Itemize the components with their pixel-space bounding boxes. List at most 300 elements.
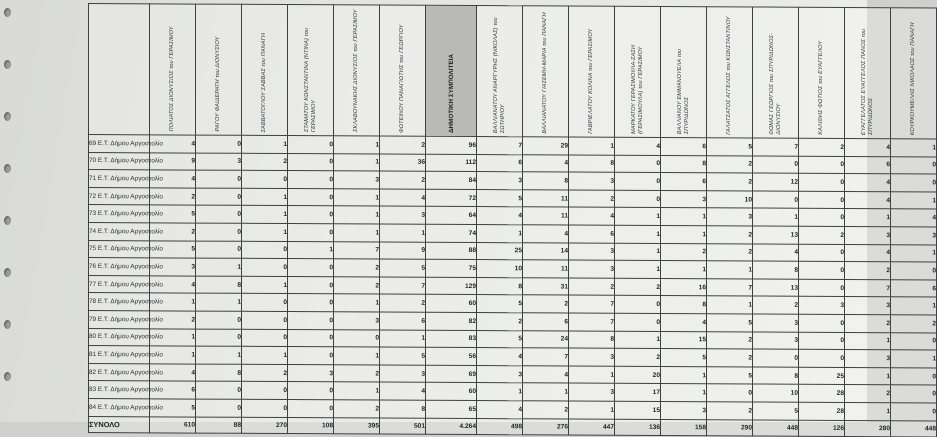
total-count-cell: 448 bbox=[891, 420, 937, 436]
vote-count-cell: 3 bbox=[477, 365, 523, 383]
vote-count-cell: 0 bbox=[288, 259, 334, 277]
column-header-label: ΣΤΑΜΑΤΟΥ ΚΩΝΣΤΑΝΤΙΝΑ (ΝΤΙΝΑ) του ΓΕΡΑΣΙΜΟΥ bbox=[303, 27, 317, 133]
column-header-label: ΕΥΑΓΓΕΛΑΤΟΣ ΕΥΑΓΓΕΛΟΣ ΠΑΝΟΣ του ΣΠΥΡΙΔΩΝΟΣ bbox=[860, 28, 874, 136]
vote-count-cell: 4 bbox=[845, 174, 891, 192]
total-count-cell: 280 bbox=[845, 420, 891, 436]
vote-count-cell: 1 bbox=[891, 191, 937, 209]
vote-count-cell: 2 bbox=[150, 223, 196, 241]
vote-count-cell: 2 bbox=[707, 243, 753, 261]
column-header-label: ΔΗΜΟΤΙΚΗ ΣΥΜΠΟΛΙΤΕΙΑ bbox=[447, 53, 455, 133]
vote-count-cell: 0 bbox=[891, 262, 937, 280]
vote-count-cell: 1 bbox=[615, 243, 661, 261]
binder-hole bbox=[4, 8, 11, 17]
binder-holes bbox=[2, 0, 14, 422]
vote-count-cell: 4 bbox=[380, 382, 426, 400]
vote-count-cell: 8 bbox=[661, 155, 707, 173]
vote-count-cell: 1 bbox=[242, 276, 288, 294]
vote-count-cell: 0 bbox=[242, 382, 288, 400]
vote-count-cell: 1 bbox=[753, 208, 799, 226]
vote-count-cell: 0 bbox=[242, 258, 288, 276]
vote-count-cell: 5 bbox=[477, 330, 523, 348]
header-candidate-cell bbox=[707, 7, 753, 138]
vote-count-cell: 0 bbox=[196, 399, 242, 417]
vote-count-cell: 3 bbox=[845, 226, 891, 244]
vote-count-cell: 0 bbox=[242, 170, 288, 188]
vote-count-cell: 7 bbox=[845, 279, 891, 297]
polling-station-name: 75 Ε.Τ. Δήμου Αργοστολίο bbox=[89, 240, 150, 258]
header-candidate-cell bbox=[891, 8, 937, 139]
vote-count-cell: 3 bbox=[196, 153, 242, 171]
vote-count-cell: 1 bbox=[615, 225, 661, 243]
vote-count-cell: 0 bbox=[891, 385, 937, 403]
vote-count-cell: 0 bbox=[196, 241, 242, 259]
vote-count-cell: 2 bbox=[334, 277, 380, 295]
vote-count-cell: 1 bbox=[661, 225, 707, 243]
vote-count-cell: 4 bbox=[615, 137, 661, 155]
vote-count-cell: 2 bbox=[707, 155, 753, 173]
vote-count-cell: 1 bbox=[707, 261, 753, 279]
vote-count-cell: 56 bbox=[426, 347, 477, 365]
vote-count-cell: 0 bbox=[891, 403, 937, 421]
binder-hole bbox=[4, 320, 11, 329]
polling-station-name: 73 Ε.Τ. Δήμου Αργοστολίο bbox=[89, 205, 150, 223]
column-header-label: ΚΟΥΡΚΟΥΜΕΛΗΣ ΝΙΚΟΛΑΟΣ του ΠΑΝΑΓΗ bbox=[910, 22, 916, 136]
vote-count-cell: 1 bbox=[477, 225, 523, 243]
column-header-label: ΣΚΛΑΒΟΥΝΑΚΗΣ ΔΙΟΝΥΣΙΟΣ του ΓΕΡΑΣΙΜΟΥ bbox=[353, 9, 359, 133]
header-corner-cell bbox=[89, 4, 150, 135]
vote-count-cell: 8 bbox=[753, 261, 799, 279]
polling-station-name: 72 Ε.Τ. Δήμου Αργοστολίο bbox=[89, 187, 150, 205]
vote-count-cell: 0 bbox=[799, 279, 845, 297]
vote-count-cell: 74 bbox=[426, 224, 477, 242]
total-count-cell: 88 bbox=[196, 417, 242, 433]
vote-count-cell: 2 bbox=[477, 312, 523, 330]
vote-count-cell: 3 bbox=[661, 190, 707, 208]
vote-count-cell: 24 bbox=[523, 330, 569, 348]
vote-count-cell: 4 bbox=[150, 170, 196, 188]
vote-count-cell: 2 bbox=[380, 136, 426, 154]
vote-count-cell: 2 bbox=[799, 226, 845, 244]
polling-station-name: 78 Ε.Τ. Δήμου Αργοστολίο bbox=[89, 293, 150, 311]
vote-count-cell: 96 bbox=[426, 136, 477, 154]
vote-count-cell: 0 bbox=[288, 171, 334, 189]
vote-count-cell: 6 bbox=[891, 279, 937, 297]
vote-count-cell: 3 bbox=[477, 172, 523, 190]
vote-count-cell: 0 bbox=[288, 136, 334, 154]
vote-count-cell: 2 bbox=[845, 262, 891, 280]
vote-count-cell: 88 bbox=[426, 242, 477, 260]
header-candidate-cell bbox=[288, 5, 334, 136]
vote-count-cell: 0 bbox=[753, 349, 799, 367]
vote-count-cell: 3 bbox=[569, 243, 615, 261]
vote-count-cell: 0 bbox=[799, 156, 845, 174]
vote-count-cell: 1 bbox=[242, 346, 288, 364]
table-body bbox=[89, 135, 937, 437]
vote-count-cell: 0 bbox=[891, 174, 937, 192]
vote-count-cell: 60 bbox=[426, 383, 477, 401]
vote-count-cell: 1 bbox=[334, 206, 380, 224]
total-count-cell: 270 bbox=[242, 417, 288, 433]
vote-count-cell: 2 bbox=[799, 138, 845, 156]
vote-count-cell: 0 bbox=[196, 311, 242, 329]
vote-count-cell: 13 bbox=[753, 279, 799, 297]
vote-count-cell: 1 bbox=[380, 330, 426, 348]
vote-count-cell: 2 bbox=[707, 402, 753, 420]
total-count-cell: 448 bbox=[753, 419, 799, 435]
total-count-cell: 276 bbox=[523, 418, 569, 434]
vote-count-cell: 2 bbox=[707, 331, 753, 349]
vote-count-cell: 0 bbox=[799, 191, 845, 209]
vote-count-cell: 0 bbox=[753, 191, 799, 209]
vote-tally-table bbox=[88, 3, 937, 437]
vote-count-cell: 4 bbox=[477, 207, 523, 225]
binder-hole bbox=[4, 112, 11, 121]
binder-hole bbox=[4, 372, 11, 381]
vote-count-cell: 5 bbox=[477, 189, 523, 207]
vote-count-cell: 2 bbox=[753, 296, 799, 314]
vote-count-cell: 17 bbox=[615, 384, 661, 402]
vote-count-cell: 0 bbox=[196, 170, 242, 188]
vote-count-cell: 0 bbox=[288, 347, 334, 365]
vote-count-cell: 9 bbox=[150, 152, 196, 170]
vote-count-cell: 3 bbox=[569, 348, 615, 366]
binder-hole bbox=[4, 60, 11, 69]
vote-count-cell: 0 bbox=[242, 294, 288, 312]
vote-count-cell: 1 bbox=[196, 258, 242, 276]
vote-count-cell: 8 bbox=[569, 331, 615, 349]
vote-count-cell: 1 bbox=[334, 347, 380, 365]
vote-count-cell: 1 bbox=[242, 223, 288, 241]
vote-count-cell: 129 bbox=[426, 277, 477, 295]
column-header-label: ΡΑΓΟΥ ΦΑΙΔΕΡΑΤΗ του ΔΙΟΝΥΣΙΟΥ bbox=[215, 36, 221, 132]
vote-count-cell: 4 bbox=[150, 276, 196, 294]
total-count-cell: 4.264 bbox=[426, 418, 477, 434]
header-row bbox=[89, 4, 937, 139]
vote-count-cell: 0 bbox=[196, 223, 242, 241]
vote-count-cell: 2 bbox=[845, 314, 891, 332]
vote-count-cell: 0 bbox=[799, 261, 845, 279]
vote-count-cell: 5 bbox=[707, 366, 753, 384]
binder-hole bbox=[4, 268, 11, 277]
vote-count-cell: 1 bbox=[150, 293, 196, 311]
header-candidate-cell bbox=[615, 6, 661, 137]
vote-count-cell: 82 bbox=[426, 312, 477, 330]
vote-count-cell: 28 bbox=[799, 402, 845, 420]
vote-count-cell: 5 bbox=[477, 295, 523, 313]
vote-count-cell: 8 bbox=[753, 367, 799, 385]
vote-count-cell: 3 bbox=[891, 227, 937, 245]
vote-count-cell: 2 bbox=[661, 243, 707, 261]
vote-count-cell: 0 bbox=[288, 153, 334, 171]
vote-count-cell: 0 bbox=[891, 367, 937, 385]
vote-count-cell: 0 bbox=[242, 241, 288, 259]
vote-count-cell: 2 bbox=[523, 295, 569, 313]
vote-count-cell: 65 bbox=[426, 400, 477, 418]
vote-count-cell: 15 bbox=[615, 401, 661, 419]
vote-count-cell: 0 bbox=[615, 155, 661, 173]
vote-count-cell: 0 bbox=[196, 205, 242, 223]
polling-station-name: 82 Ε.Τ. Δήμου Αργοστολίο bbox=[89, 363, 150, 381]
vote-count-cell: 25 bbox=[477, 242, 523, 260]
vote-count-cell: 1 bbox=[845, 332, 891, 350]
vote-count-cell: 2 bbox=[334, 400, 380, 418]
vote-count-cell: 4 bbox=[891, 209, 937, 227]
vote-count-cell: 6 bbox=[150, 381, 196, 399]
vote-count-cell: 7 bbox=[523, 348, 569, 366]
vote-count-cell: 0 bbox=[891, 156, 937, 174]
binder-hole bbox=[4, 164, 11, 173]
vote-count-cell: 1 bbox=[288, 241, 334, 259]
vote-count-cell: 1 bbox=[615, 208, 661, 226]
vote-count-cell: 2 bbox=[569, 190, 615, 208]
total-count-cell: 501 bbox=[380, 418, 426, 434]
vote-count-cell: 14 bbox=[523, 242, 569, 260]
vote-count-cell: 3 bbox=[380, 365, 426, 383]
vote-count-cell: 4 bbox=[380, 189, 426, 207]
vote-count-cell: 0 bbox=[288, 311, 334, 329]
polling-station-name: 71 Ε.Τ. Δήμου Αργοστολίο bbox=[89, 170, 150, 188]
vote-count-cell: 20 bbox=[615, 366, 661, 384]
vote-count-cell: 0 bbox=[707, 384, 753, 402]
vote-count-cell: 3 bbox=[569, 172, 615, 190]
total-count-cell: 498 bbox=[477, 418, 523, 434]
vote-count-cell: 0 bbox=[753, 156, 799, 174]
vote-count-cell: 84 bbox=[426, 171, 477, 189]
column-header-label: ΓΑΒΡΙΕΛΑΤΟΥ ΚΟΛΙΝΑ του ΓΕΡΑΣΙΜΟΥ bbox=[588, 28, 594, 134]
vote-count-cell: 0 bbox=[799, 349, 845, 367]
vote-count-cell: 1 bbox=[891, 350, 937, 368]
vote-count-cell: 5 bbox=[150, 240, 196, 258]
vote-count-cell: 1 bbox=[477, 383, 523, 401]
vote-count-cell: 0 bbox=[196, 381, 242, 399]
column-header-label: ΒΑΛΛΙΑΝΑΤΟΥ ΓΙΑΣΕΜΗ-ΜΑΡΙΑ του ΠΑΝΑΓΗ bbox=[542, 12, 548, 134]
vote-count-cell: 2 bbox=[380, 294, 426, 312]
vote-count-cell: 0 bbox=[799, 244, 845, 262]
vote-count-cell: 3 bbox=[569, 383, 615, 401]
vote-count-cell: 6 bbox=[477, 154, 523, 172]
vote-count-cell: 7 bbox=[707, 278, 753, 296]
vote-count-cell: 0 bbox=[196, 135, 242, 153]
vote-count-cell: 1 bbox=[196, 346, 242, 364]
vote-count-cell: 0 bbox=[615, 190, 661, 208]
vote-count-cell: 1 bbox=[661, 208, 707, 226]
vote-count-cell: 2 bbox=[569, 278, 615, 296]
vote-count-cell: 75 bbox=[426, 259, 477, 277]
vote-count-cell: 0 bbox=[242, 311, 288, 329]
polling-station-name: 69 Ε.Τ. Δήμου Αργοστολίο bbox=[89, 135, 150, 153]
column-header-label: ΒΑΛΛΙΑΝΑΤΟΥ ΑΝΑΡΓΥΡΗΣ (ΝΙΚΟΛΑΣ) του ΣΩΤΗΡΙΟΥ bbox=[492, 17, 506, 134]
vote-count-cell: 1 bbox=[845, 367, 891, 385]
vote-count-cell: 4 bbox=[523, 365, 569, 383]
vote-count-cell: 0 bbox=[196, 188, 242, 206]
vote-count-cell: 1 bbox=[334, 189, 380, 207]
header-candidate-cell bbox=[150, 4, 196, 135]
vote-count-cell: 7 bbox=[477, 137, 523, 155]
column-header-label: ΜΑΡΚΑΤΟΥ ΓΕΡΑΣΙΜΟΥΛΑ-ΣΑΣΗ (ΓΕΡΑΣΙΜΟΥΛΑ) του ΓΕΡΑΣΙΜΟΥ bbox=[630, 44, 644, 134]
header-candidate-cell bbox=[334, 5, 380, 136]
vote-count-cell: 29 bbox=[523, 137, 569, 155]
vote-count-cell: 10 bbox=[477, 260, 523, 278]
vote-count-cell: 1 bbox=[334, 382, 380, 400]
vote-count-cell: 1 bbox=[196, 293, 242, 311]
vote-count-cell: 1 bbox=[845, 402, 891, 420]
total-label: ΣΥΝΟΛΟ bbox=[89, 416, 150, 432]
vote-count-cell: 7 bbox=[753, 138, 799, 156]
vote-count-cell: 2 bbox=[334, 365, 380, 383]
vote-count-cell: 2 bbox=[707, 173, 753, 191]
vote-count-cell: 1 bbox=[334, 153, 380, 171]
vote-count-cell: 1 bbox=[569, 137, 615, 155]
column-header-label: ΒΑΛΛΙΑΝΟΥ ΕΜΜΑΝΟΥΕΛΑ του ΣΠΥΡΙΔΩΝΟΣ bbox=[676, 48, 690, 135]
vote-count-cell: 11 bbox=[523, 207, 569, 225]
vote-count-cell: 0 bbox=[242, 399, 288, 417]
total-count-cell: 108 bbox=[288, 417, 334, 433]
vote-count-cell: 31 bbox=[523, 278, 569, 296]
vote-count-cell: 4 bbox=[150, 135, 196, 153]
vote-count-cell: 12 bbox=[753, 173, 799, 191]
polling-station-name: 74 Ε.Τ. Δήμου Αργοστολίο bbox=[89, 222, 150, 240]
vote-count-cell: 1 bbox=[615, 331, 661, 349]
vote-count-cell: 5 bbox=[753, 402, 799, 420]
vote-count-cell: 0 bbox=[288, 399, 334, 417]
header-candidate-cell bbox=[380, 5, 426, 136]
vote-count-cell: 3 bbox=[661, 401, 707, 419]
vote-count-cell: 2 bbox=[707, 349, 753, 367]
vote-count-cell: 3 bbox=[288, 364, 334, 382]
total-count-cell: 158 bbox=[661, 419, 707, 435]
vote-count-cell: 0 bbox=[288, 224, 334, 242]
column-header-label: ΦΩΤΕΙΝΟΥ ΠΑΝΑΓΙΩΤΗΣ του ΓΕΩΡΓΙΟΥ bbox=[399, 24, 405, 133]
vote-count-cell: 0 bbox=[288, 329, 334, 347]
vote-count-cell: 1 bbox=[569, 366, 615, 384]
vote-count-cell: 1 bbox=[891, 297, 937, 315]
vote-count-cell: 2 bbox=[380, 171, 426, 189]
vote-count-cell: 6 bbox=[523, 313, 569, 331]
vote-count-cell: 6 bbox=[661, 173, 707, 191]
vote-count-cell: 2 bbox=[150, 188, 196, 206]
vote-count-cell: 2 bbox=[615, 278, 661, 296]
vote-count-cell: 2 bbox=[845, 385, 891, 403]
vote-count-cell: 0 bbox=[891, 332, 937, 350]
vote-count-cell: 2 bbox=[242, 364, 288, 382]
vote-count-cell: 7 bbox=[380, 277, 426, 295]
polling-station-name: 83 Ε.Τ. Δήμου Αργοστολίο bbox=[89, 381, 150, 399]
vote-count-cell: 0 bbox=[242, 329, 288, 347]
vote-count-cell: 5 bbox=[707, 314, 753, 332]
vote-count-cell: 0 bbox=[799, 332, 845, 350]
vote-count-cell: 7 bbox=[569, 313, 615, 331]
vote-count-cell: 1 bbox=[242, 135, 288, 153]
vote-count-cell: 1 bbox=[334, 136, 380, 154]
vote-count-cell: 7 bbox=[334, 241, 380, 259]
vote-count-cell: 5 bbox=[150, 205, 196, 223]
vote-count-cell: 4 bbox=[477, 400, 523, 418]
vote-count-cell: 4 bbox=[845, 191, 891, 209]
vote-count-cell: 64 bbox=[426, 207, 477, 225]
vote-count-cell: 6 bbox=[380, 312, 426, 330]
column-header-label: ΣΑΒΒΑΤΟΓΛΟΥ ΣΑΒΒΑΣ του ΠΑΝΑΓΗ bbox=[261, 32, 267, 132]
vote-count-cell: 1 bbox=[615, 260, 661, 278]
vote-count-cell: 2 bbox=[150, 311, 196, 329]
vote-count-cell: 0 bbox=[288, 188, 334, 206]
vote-count-cell: 4 bbox=[753, 244, 799, 262]
vote-count-cell: 1 bbox=[150, 328, 196, 346]
total-count-cell: 447 bbox=[569, 419, 615, 435]
vote-count-cell: 3 bbox=[845, 350, 891, 368]
header-candidate-cell bbox=[661, 6, 707, 137]
polling-station-name: 70 Ε.Τ. Δήμου Αργοστολίο bbox=[89, 152, 150, 170]
vote-count-cell: 2 bbox=[615, 348, 661, 366]
header-party-cell bbox=[426, 5, 477, 136]
vote-count-cell: 1 bbox=[845, 209, 891, 227]
vote-count-cell: 3 bbox=[799, 297, 845, 315]
vote-count-cell: 5 bbox=[150, 399, 196, 417]
vote-count-cell: 4 bbox=[150, 364, 196, 382]
total-count-cell: 395 bbox=[334, 417, 380, 433]
vote-count-cell: 60 bbox=[426, 295, 477, 313]
vote-count-cell: 0 bbox=[615, 172, 661, 190]
polling-station-name: 81 Ε.Τ. Δήμου Αργοστολίο bbox=[89, 346, 150, 364]
vote-count-cell: 8 bbox=[196, 276, 242, 294]
vote-count-cell: 2 bbox=[523, 401, 569, 419]
vote-count-cell: 1 bbox=[334, 224, 380, 242]
vote-count-cell: 0 bbox=[334, 329, 380, 347]
vote-count-cell: 4 bbox=[661, 313, 707, 331]
vote-count-cell: 28 bbox=[799, 385, 845, 403]
vote-count-cell: 0 bbox=[615, 296, 661, 314]
vote-count-cell: 3 bbox=[150, 258, 196, 276]
polling-station-name: 79 Ε.Τ. Δήμου Αργοστολίο bbox=[89, 310, 150, 328]
vote-count-cell: 5 bbox=[380, 259, 426, 277]
vote-count-cell: 1 bbox=[334, 294, 380, 312]
vote-count-cell: 4 bbox=[845, 138, 891, 156]
vote-count-cell: 3 bbox=[753, 332, 799, 350]
vote-count-cell: 8 bbox=[477, 277, 523, 295]
vote-count-cell: 1 bbox=[661, 384, 707, 402]
vote-count-cell: 6 bbox=[661, 137, 707, 155]
vote-count-cell: 4 bbox=[845, 244, 891, 262]
vote-count-cell: 11 bbox=[523, 260, 569, 278]
vote-count-cell: 2 bbox=[707, 226, 753, 244]
vote-count-cell: 36 bbox=[380, 154, 426, 172]
header-candidate-cell bbox=[845, 7, 891, 138]
vote-count-cell: 1 bbox=[661, 261, 707, 279]
header-candidate-cell bbox=[523, 6, 569, 137]
vote-count-cell: 8 bbox=[380, 400, 426, 418]
vote-count-cell: 0 bbox=[615, 313, 661, 331]
polling-station-name: 77 Ε.Τ. Δήμου Αργοστολίο bbox=[89, 275, 150, 293]
vote-count-cell: 83 bbox=[426, 330, 477, 348]
vote-count-cell: 69 bbox=[426, 365, 477, 383]
total-count-cell: 126 bbox=[799, 420, 845, 436]
vote-count-cell: 1 bbox=[891, 244, 937, 262]
header-candidate-cell bbox=[196, 4, 242, 135]
vote-count-cell: 8 bbox=[569, 155, 615, 173]
vote-count-cell: 1 bbox=[661, 366, 707, 384]
vote-count-cell: 0 bbox=[196, 329, 242, 347]
vote-count-cell: 3 bbox=[845, 297, 891, 315]
vote-count-cell: 3 bbox=[380, 206, 426, 224]
vote-count-cell: 0 bbox=[799, 209, 845, 227]
total-count-cell: 136 bbox=[615, 419, 661, 435]
vote-count-cell: 6 bbox=[569, 225, 615, 243]
vote-count-cell: 4 bbox=[523, 225, 569, 243]
vote-count-cell: 15 bbox=[661, 331, 707, 349]
vote-count-cell: 9 bbox=[380, 242, 426, 260]
vote-count-cell: 1 bbox=[523, 383, 569, 401]
vote-count-cell: 3 bbox=[334, 312, 380, 330]
vote-count-cell: 25 bbox=[799, 367, 845, 385]
